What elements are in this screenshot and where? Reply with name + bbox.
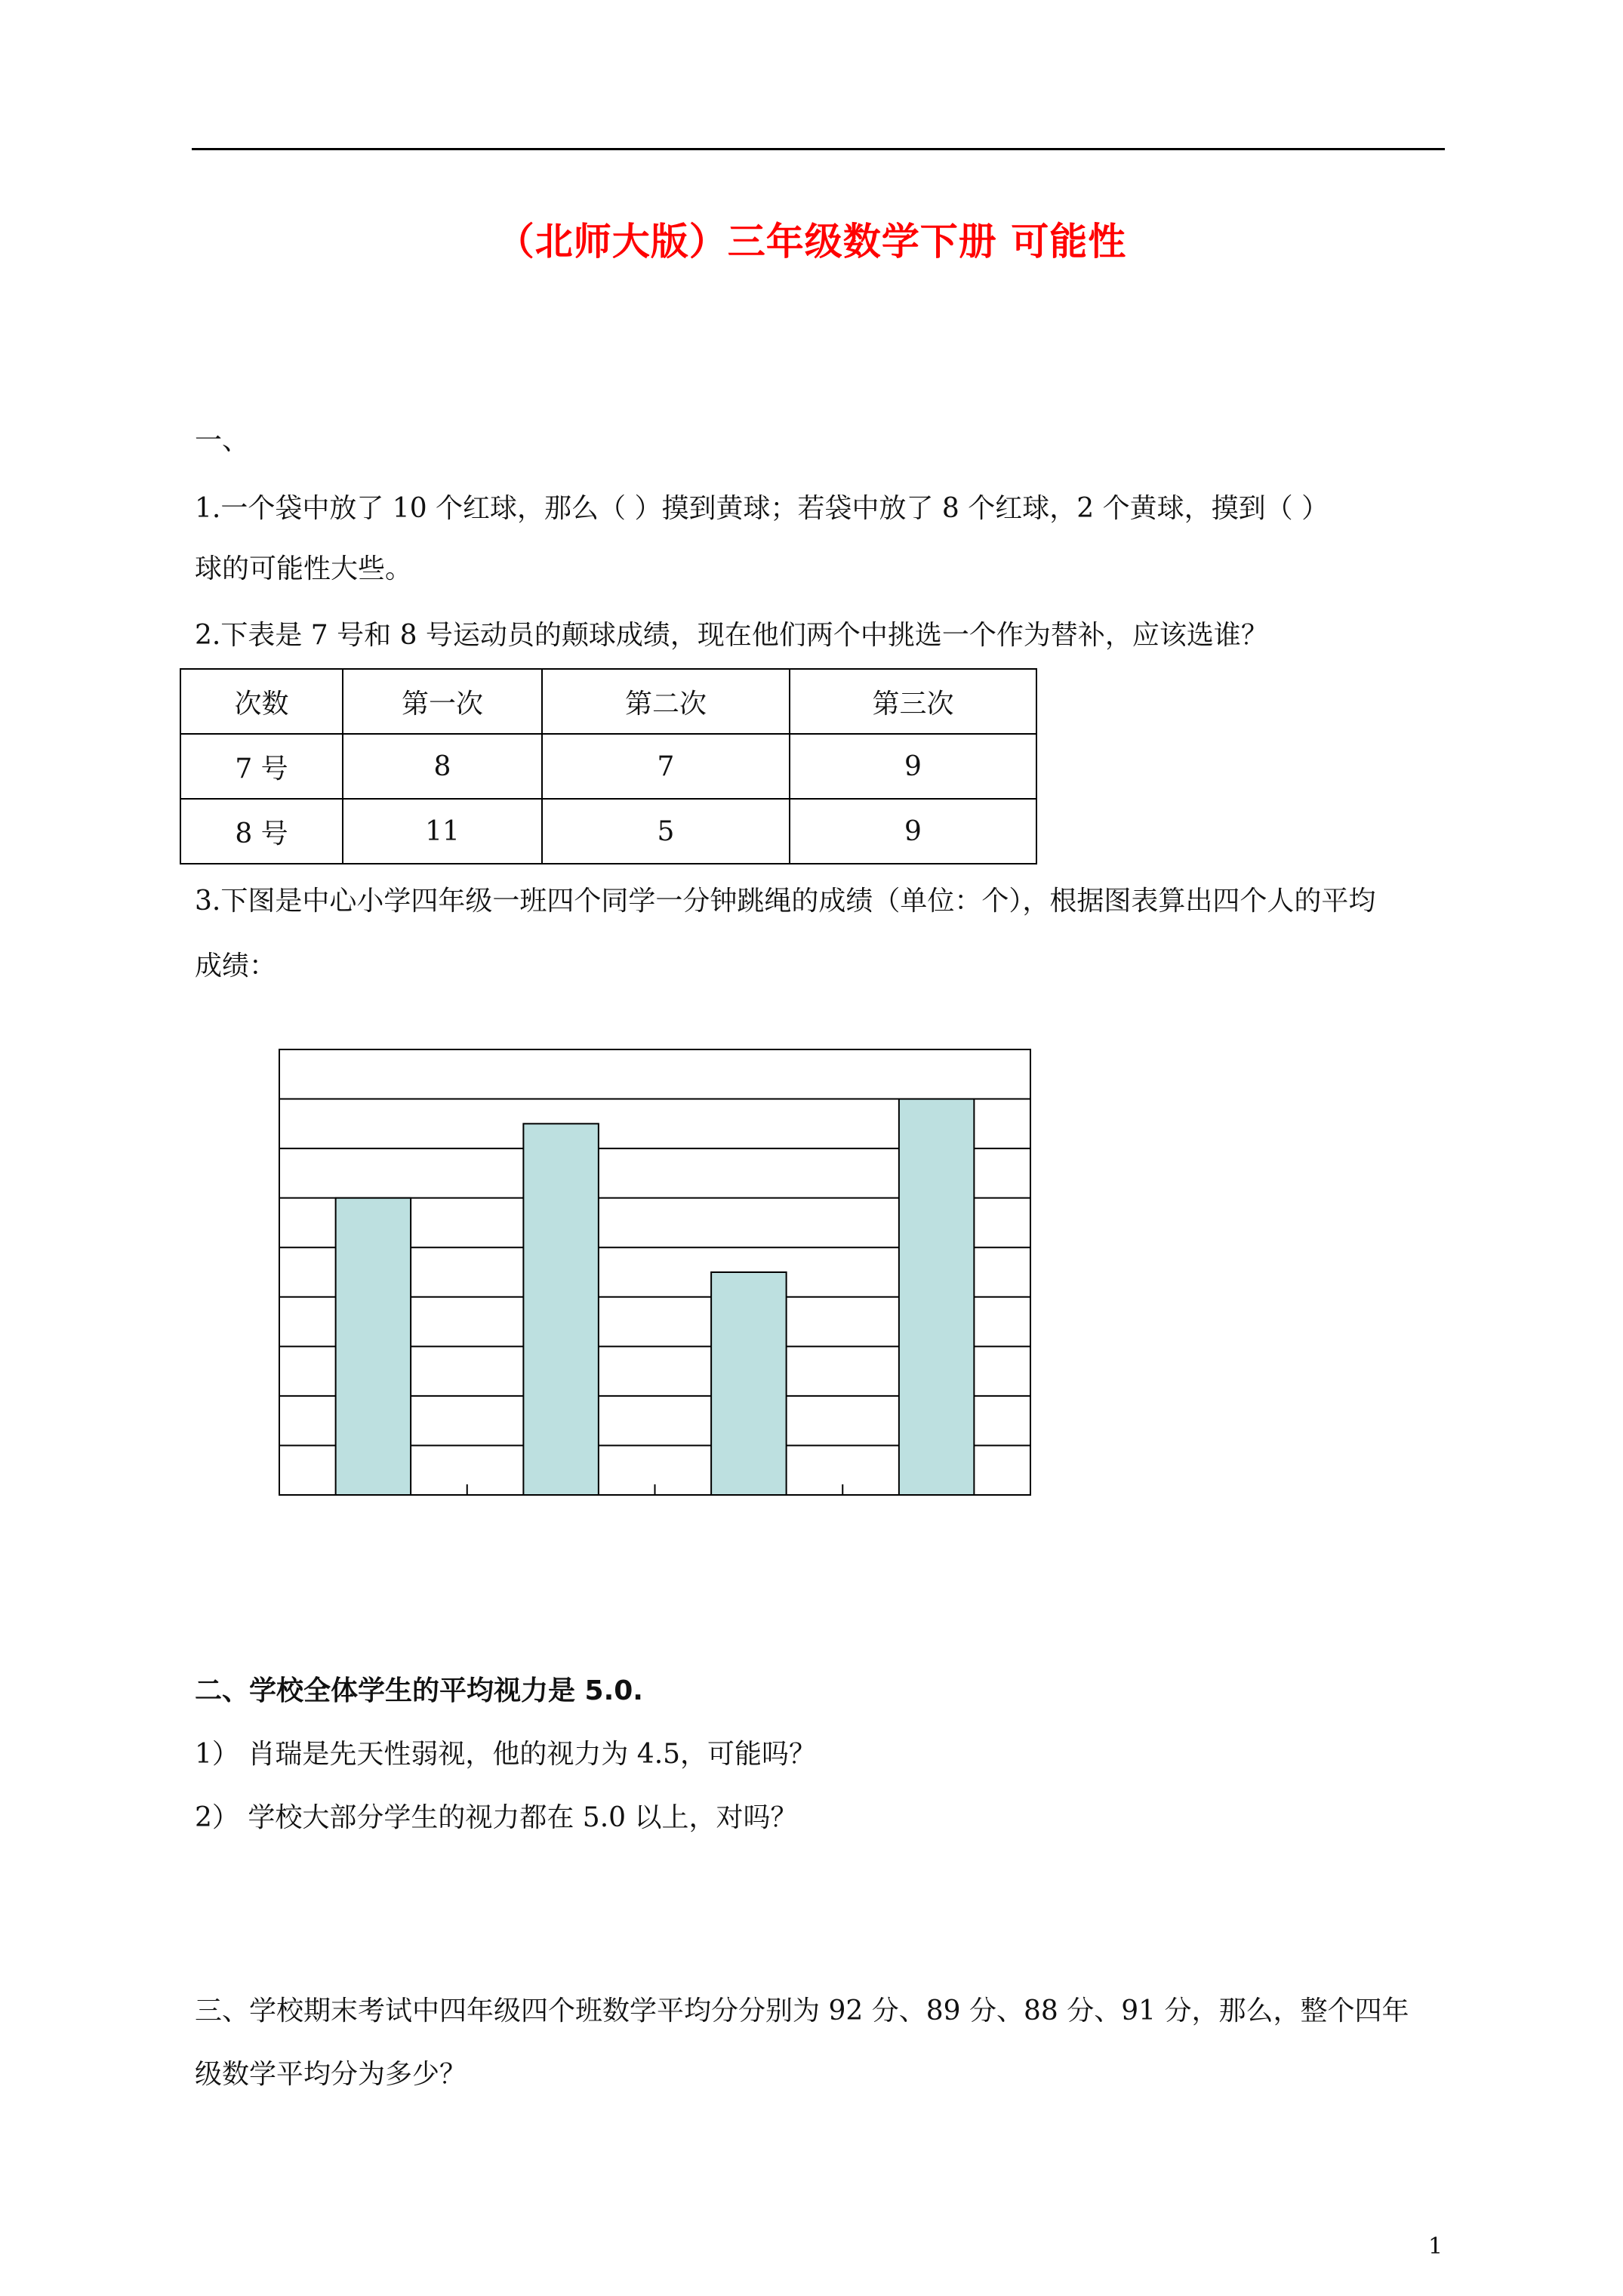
bar [523,1123,599,1495]
table-row [180,799,1036,864]
section-3-line-1: 三、学校期末考试中四年级四个班数学平均分分别为 92 分、89 分、88 分、91 分，那么，整个四年 [195,1996,1409,2026]
scores-table [180,668,1037,864]
question-1-line-1: 1.一个袋中放了 10 个红球，那么（ ）摸到黄球；若袋中放了 8 个红球，2 个黄球，摸到（ ） [195,493,1329,524]
table-cell: 7 号 [180,734,343,799]
table-header-cell: 第二次 [542,669,790,734]
table-cell: 9 [790,734,1036,799]
table-cell: 8 号 [180,799,343,864]
table-header-cell: 第三次 [790,669,1036,734]
table-cell: 7 [542,734,790,799]
table-header-cell: 次数 [180,669,343,734]
section-2-item-2: 2） 学校大部分学生的视力都在 5.0 以上，对吗？ [195,1802,798,1833]
question-2: 2.下表是 7 号和 8 号运动员的颠球成绩，现在他们两个中挑选一个作为替补，应该选谁？ [195,620,1268,651]
bar-chart [272,1042,1042,1510]
section-2-heading: 二、学校全体学生的平均视力是 5.0. [195,1675,643,1706]
document-title: （北师大版）三年级数学下册 可能性 [496,220,1127,264]
section-2-item-1: 1） 肖瑞是先天性弱视，他的视力为 4.5，可能吗？ [195,1739,817,1770]
bar [899,1099,975,1495]
section-3-line-2: 级数学平均分为多少？ [195,2059,467,2090]
bar [711,1272,787,1495]
table-header-cell: 第一次 [343,669,542,734]
question-3-line-1: 3.下图是中心小学四年级一班四个同学一分钟跳绳的成绩（单位：个），根据图表算出四个人的平均 [195,886,1376,917]
section-1-heading: 一、 [195,425,250,456]
table-cell: 5 [542,799,790,864]
question-1-line-2: 球的可能性大些。 [195,553,413,584]
table-cell: 9 [790,799,1036,864]
question-3-line-2: 成绩： [195,951,277,982]
page-number: 1 [1428,2233,1443,2260]
table-row [180,734,1036,799]
table-header-row [180,669,1036,734]
table-cell: 8 [343,734,542,799]
bar [336,1198,411,1495]
header-rule [192,148,1445,150]
table-cell: 11 [343,799,542,864]
